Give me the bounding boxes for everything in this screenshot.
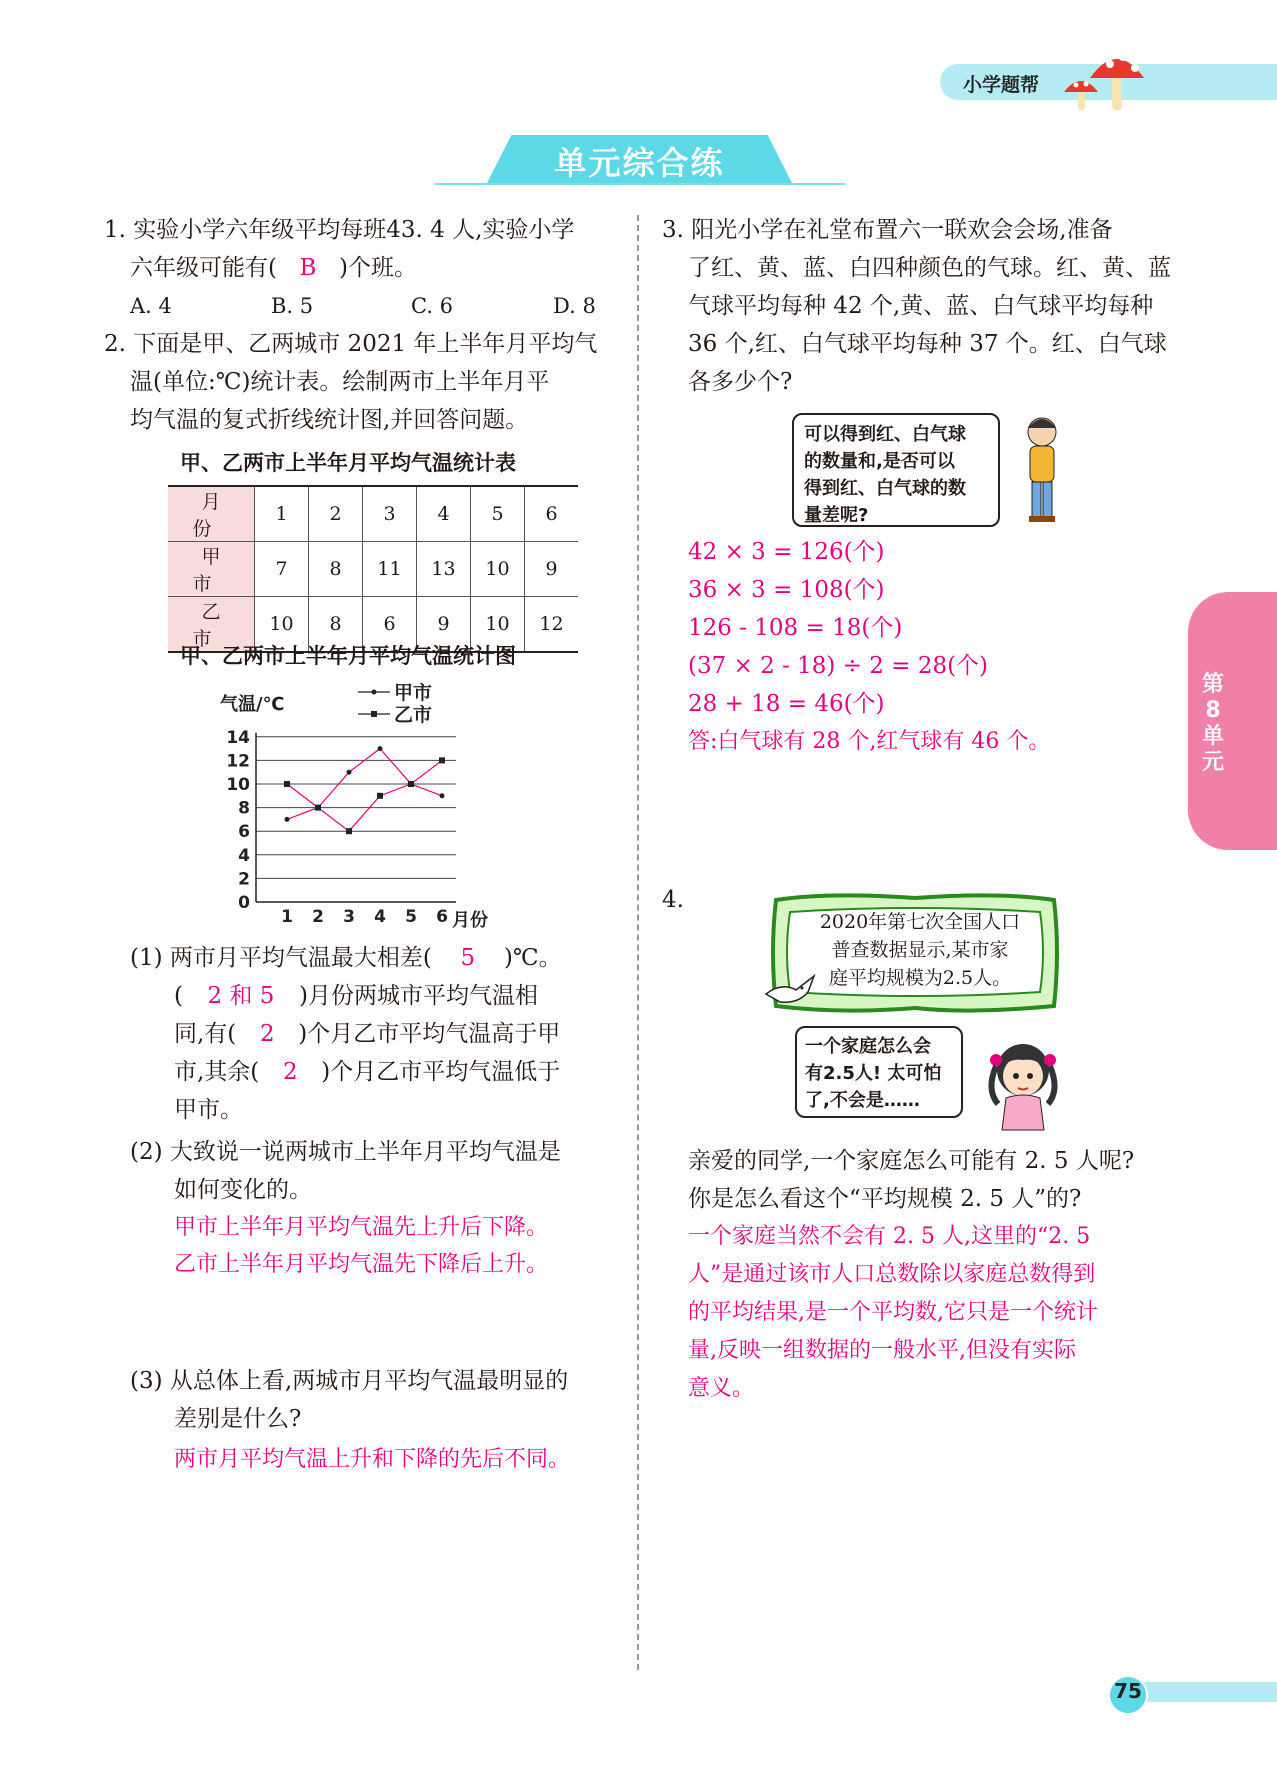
table-cell: 2 <box>309 486 363 542</box>
board-line: 普查数据显示,某市家 <box>831 939 1009 961</box>
q1-line2 <box>130 249 417 287</box>
q1-line2-post: )个班。 <box>338 255 417 281</box>
sub1-answer2: 2 和 5 <box>207 983 275 1009</box>
q2-sub2-line2: 如何变化的。 <box>174 1177 312 1203</box>
q2-sub1-line3 <box>174 1015 560 1053</box>
q2-line3: 均气温的复式折线统计图,并回答问题。 <box>130 407 529 433</box>
q2-line2: 温(单位:℃)统计表。绘制两市上半年月平 <box>130 369 550 395</box>
y-tick-label: 6 <box>238 822 250 843</box>
q3-answer5: 28 + 18 = 46(个) <box>688 691 885 717</box>
footer-band <box>1130 1682 1277 1702</box>
data-point <box>285 817 290 822</box>
q3-line1: 3. 阳光小学在礼堂布置六一联欢会会场,准备 <box>662 217 1113 243</box>
y-tick-label: 10 <box>226 775 250 795</box>
q4-board-text <box>798 908 1042 992</box>
q3-line4: 36 个,红、白气球平均每种 37 个。红、白气球 <box>688 331 1167 357</box>
boy-illustration-icon <box>1012 410 1072 528</box>
q2-sub3-line1: (3) 从总体上看,两城市月平均气温最明显的 <box>130 1368 569 1394</box>
q4-answer3: 的平均结果,是一个平均数,它只是一个统计 <box>688 1300 1098 1325</box>
sub1-l4-post: )个月乙市平均气温低于 <box>321 1059 561 1085</box>
legend-marker <box>371 711 377 717</box>
q1-line2-pre: 六年级可能有( <box>130 255 277 281</box>
table-cell: 6 <box>525 486 579 542</box>
table-cell: 13 <box>417 542 471 597</box>
data-point <box>315 805 321 811</box>
bubble-line: 一个家庭怎么会 <box>805 1036 931 1057</box>
x-tick-label: 2 <box>312 907 324 927</box>
x-tick-label: 1 <box>281 907 293 927</box>
q3-answer3: 126 - 108 = 18(个) <box>688 615 903 641</box>
q3-answer1: 42 × 3 = 126(个) <box>688 539 885 565</box>
table-cell: 1 <box>255 486 309 542</box>
q2-sub2-answer1: 甲市上半年月平均气温先上升后下降。 <box>174 1215 549 1240</box>
y-tick-label: 4 <box>238 845 250 866</box>
data-point <box>378 746 383 751</box>
q3-answer-final: 答:白气球有 28 个,红气球有 46 个。 <box>688 729 1051 754</box>
unit-side-label: 第8单元 <box>1201 672 1224 775</box>
x-tick-label: 5 <box>405 907 417 927</box>
q4-number: 4. <box>662 887 684 913</box>
temperature-line-chart <box>220 680 540 940</box>
table-row-head: 月份 <box>168 486 255 542</box>
sub1-l3-pre: 同,有( <box>174 1021 237 1047</box>
bubble-line: 了,不会是…… <box>805 1090 920 1111</box>
sub1-answer3: 2 <box>259 1021 275 1047</box>
board-line: 2020年第七次全国人口 <box>819 911 1021 933</box>
q1-option-b: B. 5 <box>271 294 314 318</box>
data-point <box>439 757 445 763</box>
table-cell: 7 <box>255 542 309 597</box>
q3-line2: 了红、黄、蓝、白四种颜色的气球。红、黄、蓝 <box>688 255 1171 281</box>
sub1-l3-post: )个月乙市平均气温高于甲 <box>298 1021 561 1047</box>
q2-sub2-answer2: 乙市上半年月平均气温先下降后上升。 <box>174 1252 549 1277</box>
table-cell: 8 <box>309 542 363 597</box>
table-row-head: 乙市 <box>168 597 255 653</box>
legend-label: 甲市 <box>394 682 433 704</box>
table-cell: 12 <box>525 597 579 653</box>
table-cell: 10 <box>255 597 309 653</box>
sub1-l2-post: )月份两城市平均气温相 <box>298 983 538 1009</box>
q1-option-c: C. 6 <box>411 294 454 318</box>
data-point <box>440 793 445 798</box>
legend-marker <box>372 690 377 695</box>
x-tick-label: 6 <box>436 907 448 927</box>
chart-caption: 甲、乙两市上半年月平均气温统计图 <box>180 644 516 668</box>
q2-sub2-line1: (2) 大致说一说两城市上半年月平均气温是 <box>130 1139 561 1165</box>
q4-question2: 你是怎么看这个“平均规模 2. 5 人”的? <box>688 1186 1082 1212</box>
data-point <box>347 770 352 775</box>
table-cell: 5 <box>471 486 525 542</box>
y-tick-label: 8 <box>238 798 250 819</box>
q4-answer5: 意义。 <box>688 1376 755 1401</box>
q2-sub1-line5: 甲市。 <box>174 1097 243 1123</box>
q2-sub1-line2 <box>174 977 538 1015</box>
q2-line1: 2. 下面是甲、乙两城市 2021 年上半年月平均气 <box>104 331 598 357</box>
x-axis-label: 月份 <box>452 910 488 931</box>
q1-answer: B <box>299 255 317 281</box>
q1-option-a: A. 4 <box>130 294 172 318</box>
girl-illustration-icon <box>978 1030 1068 1132</box>
mushroom-icon <box>1060 44 1150 116</box>
q2-sub1-line4 <box>174 1053 560 1091</box>
sub1-pre: (1) 两市月平均气温最大相差( <box>130 945 432 971</box>
legend-label: 乙市 <box>394 704 433 726</box>
series-line <box>287 760 442 831</box>
table-cell: 4 <box>417 486 471 542</box>
temperature-table <box>168 485 578 653</box>
q2-sub1-line1 <box>130 939 562 977</box>
data-point <box>284 781 290 787</box>
bubble-line: 得到红、白气球的数 <box>804 478 966 499</box>
sub1-l2-pre: ( <box>174 983 183 1009</box>
table-cell: 8 <box>309 597 363 653</box>
q3-hint-bubble <box>792 413 1000 527</box>
bubble-line: 可以得到红、白气球 <box>804 424 966 445</box>
table-caption: 甲、乙两市上半年月平均气温统计表 <box>180 451 516 475</box>
q3-answer2: 36 × 3 = 108(个) <box>688 577 885 603</box>
header-brand: 小学题帮 <box>963 74 1040 96</box>
data-point <box>377 793 383 799</box>
y-tick-label: 14 <box>226 727 250 748</box>
q3-answer4: (37 × 2 - 18) ÷ 2 = 28(个) <box>688 653 989 679</box>
sub1-answer1: 5 <box>460 945 476 971</box>
q2-sub3-answer: 两市月平均气温上升和下降的先后不同。 <box>174 1447 571 1472</box>
x-tick-label: 4 <box>374 907 386 927</box>
y-tick-label: 12 <box>226 751 250 772</box>
board-line: 庭平均规模为2.5人。 <box>828 967 1012 989</box>
q4-answer4: 量,反映一组数据的一般水平,但没有实际 <box>688 1338 1076 1363</box>
table-row-head: 甲市 <box>168 542 255 597</box>
data-point <box>346 828 352 834</box>
table-cell: 6 <box>363 597 417 653</box>
q1-option-d: D. 8 <box>553 294 596 318</box>
y-tick-label: 0 <box>238 893 250 913</box>
column-divider <box>637 215 639 1670</box>
table-cell: 3 <box>363 486 417 542</box>
table-cell: 9 <box>525 542 579 597</box>
bubble-line: 的数量和,是否可以 <box>804 451 955 472</box>
section-title: 单元综合练 <box>554 144 725 182</box>
bubble-line: 量差呢? <box>804 505 869 526</box>
q1-line1: 1. 实验小学六年级平均每班43. 4 人,实验小学 <box>104 217 575 243</box>
bubble-line: 有2.5人! 太可怕 <box>805 1063 942 1084</box>
sub1-l4-pre: 市,其余( <box>174 1059 260 1085</box>
table-cell: 11 <box>363 542 417 597</box>
table-row <box>168 542 578 597</box>
table-cell: 9 <box>417 597 471 653</box>
page-number: 75 <box>1114 1679 1142 1703</box>
x-tick-label: 3 <box>343 907 355 927</box>
q2-sub3-line2: 差别是什么? <box>174 1406 302 1432</box>
table-cell: 10 <box>471 542 525 597</box>
q4-answer1: 一个家庭当然不会有 2. 5 人,这里的“2. 5 <box>688 1224 1091 1249</box>
y-axis-label: 气温/℃ <box>220 694 285 715</box>
table-cell: 10 <box>471 597 525 653</box>
sub1-answer4: 2 <box>282 1059 298 1085</box>
q3-line5: 各多少个? <box>688 369 793 395</box>
sub1-post1: )℃。 <box>503 945 562 971</box>
y-tick-label: 2 <box>238 869 250 890</box>
data-point <box>408 781 414 787</box>
q3-line3: 气球平均每种 42 个,黄、蓝、白气球平均每种 <box>688 293 1154 319</box>
q4-answer2: 人”是通过该市人口总数除以家庭总数得到 <box>688 1262 1096 1287</box>
q4-girl-bubble <box>795 1026 963 1118</box>
q4-question1: 亲爱的同学,一个家庭怎么可能有 2. 5 人呢? <box>688 1148 1135 1174</box>
table-row <box>168 486 578 542</box>
